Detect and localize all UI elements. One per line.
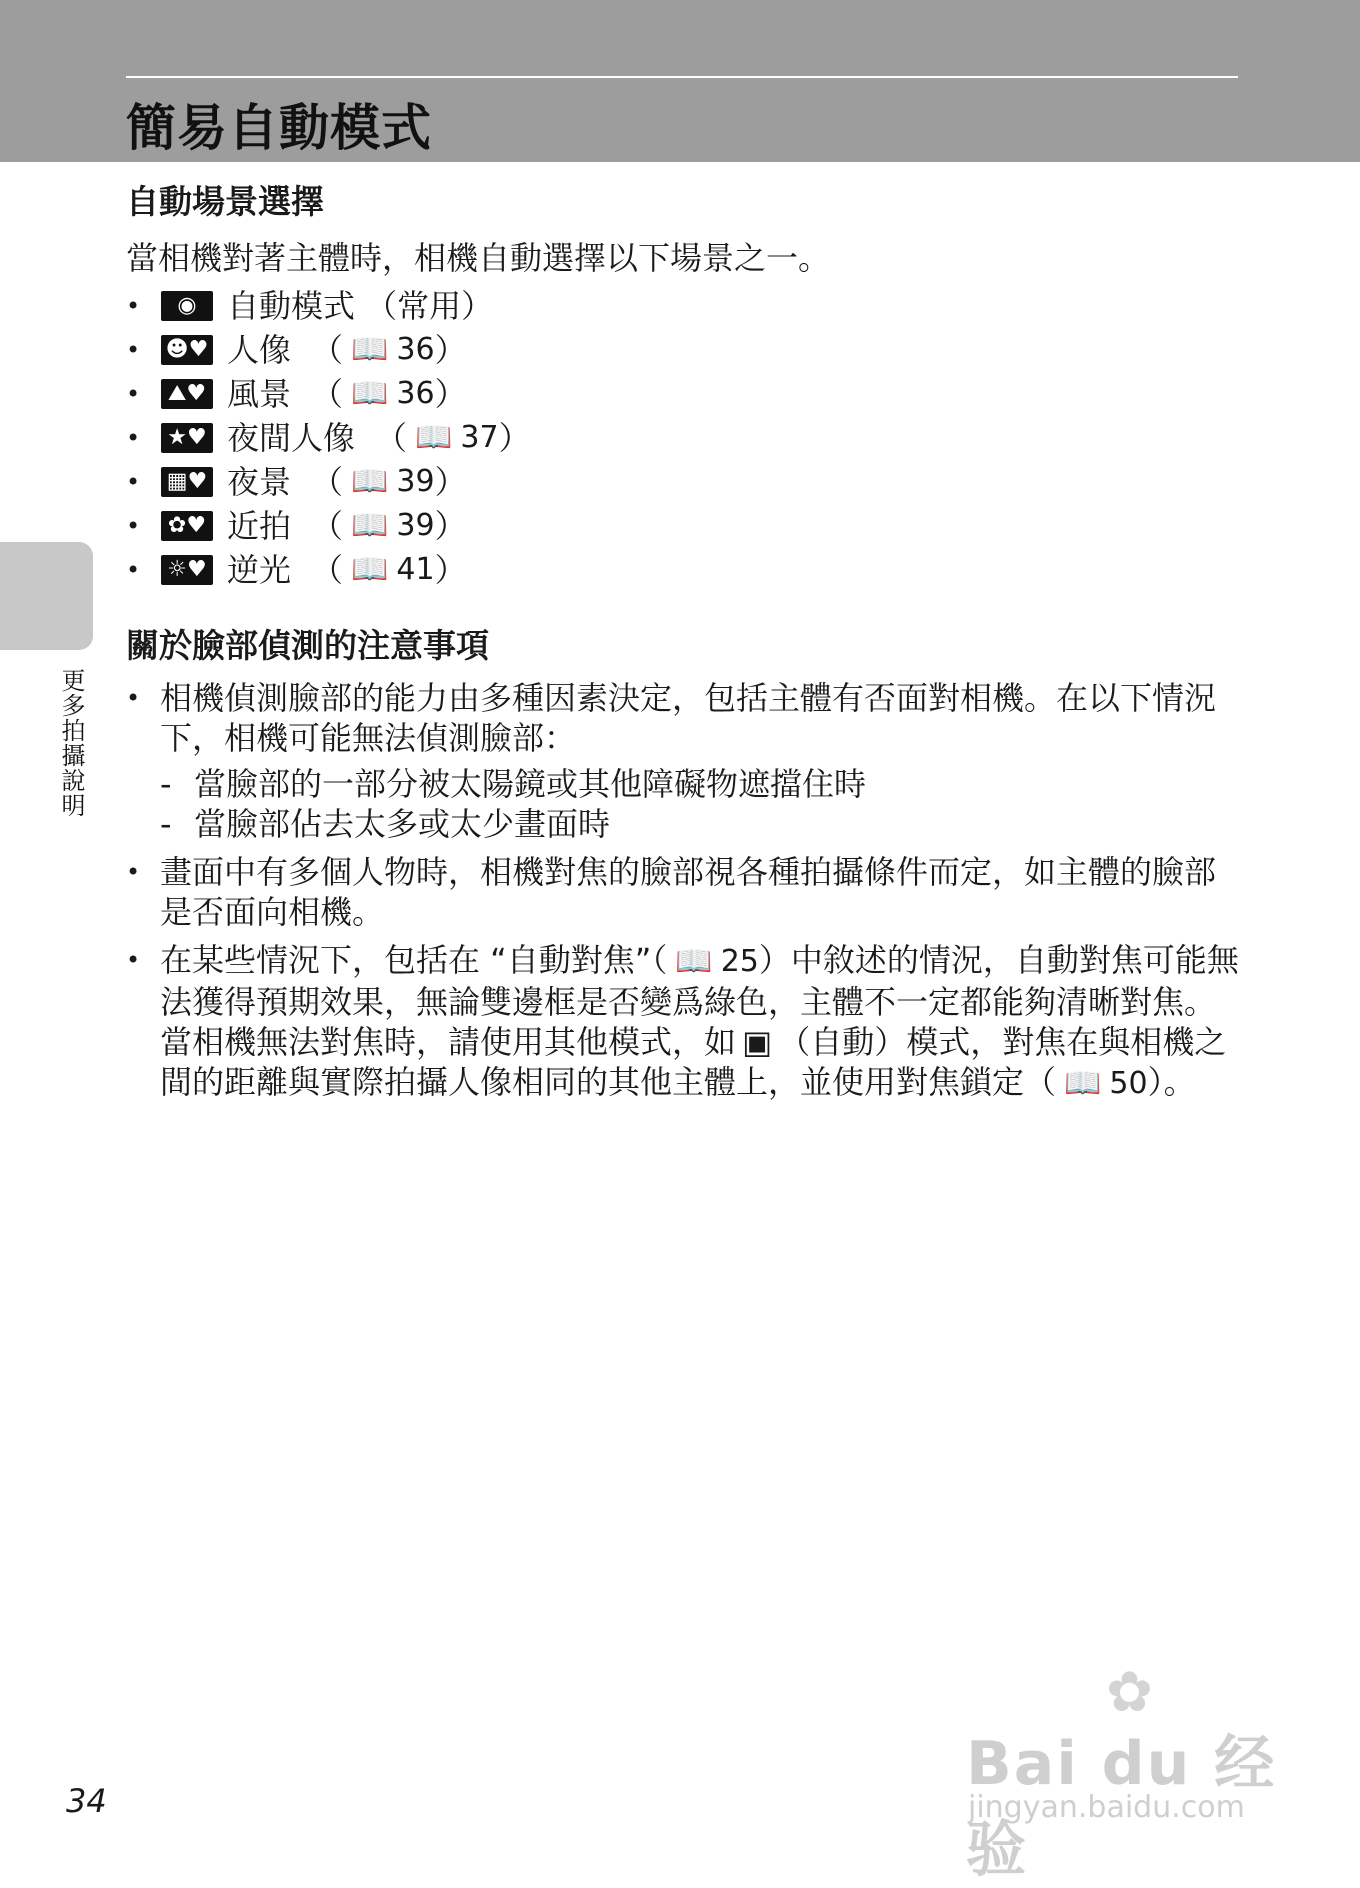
- sub-item: [160, 804, 1246, 844]
- ref-paren-close: ）: [434, 463, 467, 501]
- watermark-logo: Bai du 经验: [966, 1729, 1277, 1885]
- landscape-scene-icon: ⛰♥: [161, 379, 213, 409]
- book-icon: 📖: [351, 332, 389, 367]
- page-ref: 39: [396, 508, 435, 543]
- ref-paren-close: ）: [434, 551, 467, 589]
- ref-paren-open: （: [311, 375, 344, 413]
- bullet: •: [126, 556, 141, 584]
- page-ref: 25: [720, 944, 759, 979]
- bullet: •: [126, 684, 141, 712]
- notes-heading: 關於臉部偵測的注意事項: [126, 626, 489, 665]
- page-ref: 36: [396, 332, 435, 367]
- dash: -: [160, 765, 172, 803]
- book-icon: 📖: [351, 464, 389, 499]
- ref-paren-close: ）: [434, 507, 467, 545]
- page-title: 簡易自動模式: [126, 99, 432, 157]
- note-text: 畫面中有多個人物時，相機對焦的臉部視各種拍攝條件而定，如主體的臉部是否面向相機。: [160, 853, 1217, 931]
- ref-paren-open: （: [311, 331, 344, 369]
- sub-item-text: 當臉部的一部分被太陽鏡或其他障礙物遮擋住時: [194, 765, 867, 803]
- sub-item: [160, 764, 1246, 804]
- note-text-part: ）中敘述的情況，自動對焦可能無法獲得預期效果，無論雙邊框是否變爲綠色，主體不一定都能夠清晰對焦。當相機無法對焦時，請使用其他模式，如: [160, 941, 1239, 1061]
- header-band: [0, 0, 1360, 162]
- bullet: •: [126, 380, 141, 408]
- scene-label: 夜間人像: [227, 419, 356, 457]
- watermark-url: jingyan.baidu.com: [968, 1790, 1245, 1825]
- bullet: •: [126, 336, 141, 364]
- chapter-label: 更多拍攝說明: [57, 668, 85, 818]
- ref-paren-close: ）: [434, 331, 467, 369]
- scene-label: 逆光: [227, 551, 292, 589]
- scene-item-close-up: [126, 504, 1246, 548]
- note-text-part: ）。: [1147, 1063, 1196, 1101]
- book-icon: 📖: [351, 376, 389, 411]
- scene-label: 人像: [227, 331, 292, 369]
- note-text-part: 在某些情況下，包括在 “自動對焦”（: [160, 941, 668, 979]
- page-ref: 50: [1109, 1066, 1148, 1101]
- bullet: •: [126, 468, 141, 496]
- auto-scene-icon: ◉: [161, 291, 213, 321]
- scene-label: 近拍: [227, 507, 292, 545]
- sub-list: [160, 764, 1246, 844]
- book-icon: 📖: [351, 552, 389, 587]
- backlight-scene-icon: ☼♥: [161, 555, 213, 585]
- ref-paren-close: ）: [434, 375, 467, 413]
- page-ref: 39: [396, 464, 435, 499]
- ref-paren-open: （: [375, 419, 408, 457]
- ref-paren-open: （: [311, 463, 344, 501]
- bullet: •: [126, 512, 141, 540]
- scene-selection-section: [126, 178, 1246, 592]
- header-rule: [126, 76, 1238, 78]
- note-text: 相機偵測臉部的能力由多種因素決定，包括主體有否面對相機。在以下情況下，相機可能無法偵測臉部：: [160, 679, 1217, 757]
- page-ref: 37: [460, 420, 499, 455]
- chapter-tab: [0, 542, 93, 650]
- scene-item-auto: [126, 284, 1246, 328]
- scene-list: [126, 284, 1246, 592]
- face-detection-notes-section: [126, 622, 1246, 1104]
- portrait-scene-icon: ☻♥: [161, 335, 213, 365]
- scene-label: 風景: [227, 375, 292, 413]
- note-item: [126, 678, 1246, 844]
- note-text-part: （自動）模式，對焦在與相機之間的距離與實際拍攝人像相同的其他主體上，並使用對焦鎖定（: [160, 1023, 1227, 1101]
- scene-intro: 當相機對著主體時，相機自動選擇以下場景之一。: [126, 239, 831, 277]
- bullet: •: [126, 424, 141, 452]
- book-icon: 📖: [1064, 1066, 1102, 1101]
- book-icon: 📖: [351, 508, 389, 543]
- camera-icon: ▣: [742, 1023, 773, 1061]
- scene-heading: 自動場景選擇: [126, 182, 324, 221]
- dash: -: [160, 805, 172, 843]
- note-item: [126, 940, 1246, 1104]
- night-landscape-scene-icon: ▦♥: [161, 467, 213, 497]
- bullet: •: [126, 946, 141, 974]
- baidu-watermark: [966, 1660, 1286, 1885]
- scene-item-backlight: [126, 548, 1246, 592]
- page-ref: 41: [396, 552, 435, 587]
- paw-icon: ✿: [1106, 1660, 1153, 1725]
- ref-paren-close: ）: [498, 419, 531, 457]
- book-icon: 📖: [675, 944, 713, 979]
- sub-item-text: 當臉部佔去太多或太少畫面時: [194, 805, 611, 843]
- scene-label: 夜景: [227, 463, 292, 501]
- scene-item-night-landscape: [126, 460, 1246, 504]
- ref-paren-open: （: [311, 551, 344, 589]
- night-portrait-scene-icon: ★♥: [161, 423, 213, 453]
- close-up-scene-icon: ✿♥: [161, 511, 213, 541]
- bullet: •: [126, 292, 141, 320]
- ref-paren-open: （: [311, 507, 344, 545]
- bullet: •: [126, 858, 141, 886]
- note-item: [126, 852, 1246, 932]
- scene-item-night-portrait: [126, 416, 1246, 460]
- book-icon: 📖: [415, 420, 453, 455]
- page-content: [126, 178, 1246, 1112]
- scene-label: 自動模式 （常用）: [227, 287, 494, 325]
- page-ref: 36: [396, 376, 435, 411]
- scene-item-landscape: [126, 372, 1246, 416]
- page-number: 34: [66, 1782, 107, 1820]
- scene-item-portrait: [126, 328, 1246, 372]
- notes-list: [126, 678, 1246, 1104]
